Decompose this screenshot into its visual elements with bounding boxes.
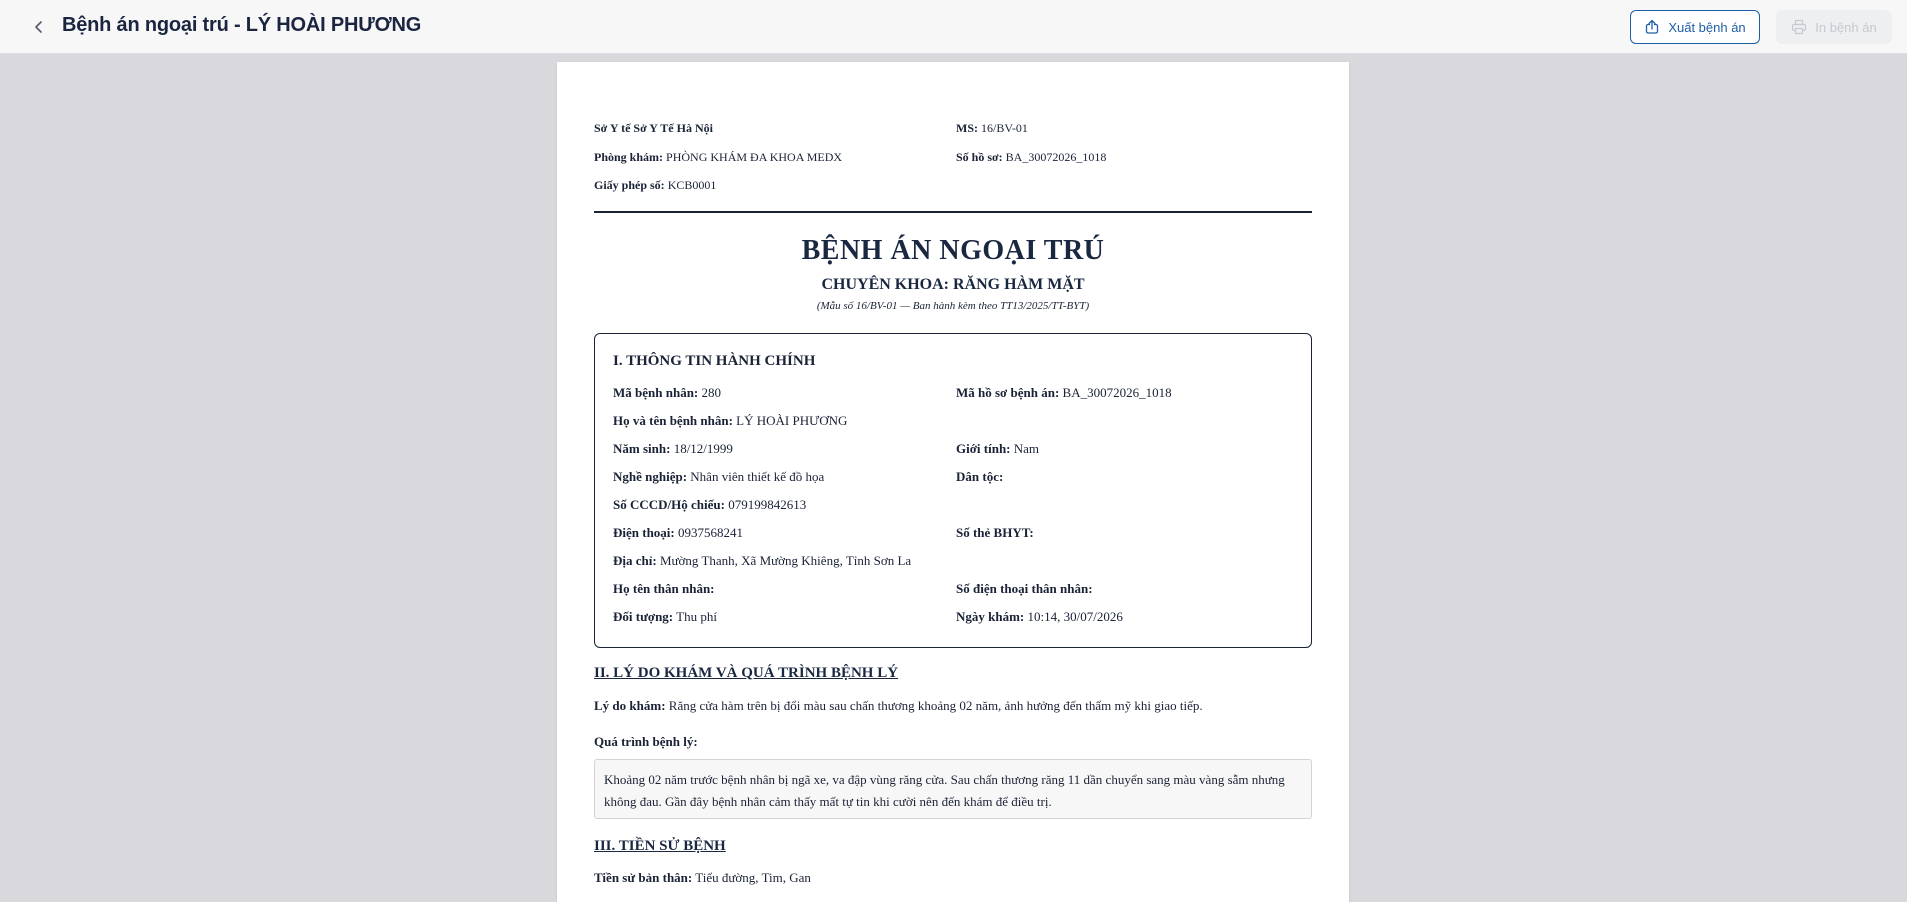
disease-progress-label: Quá trình bệnh lý:: [594, 734, 698, 749]
record-id: Mã hồ sơ bệnh án: BA_30072026_1018: [956, 385, 1172, 400]
health-department: Sở Y tế Sở Y Tế Hà Nội: [594, 121, 713, 135]
relative-phone: Số điện thoại thân nhân:: [956, 581, 1093, 596]
relative-name: Họ tên thân nhân:: [613, 581, 715, 596]
gender: Giới tính: Nam: [956, 441, 1040, 456]
form-note: (Mẫu số 16/BV-01 — Ban hành kèm theo TT13/2025/TT-BYT): [816, 300, 1090, 312]
patient-category: Đối tượng: Thu phí: [613, 609, 717, 624]
visit-reason: Lý do khám: Răng cửa hàm trên bị đổi màu sau chấn thương khoảng 02 năm, ảnh hưởng đến thẩm mỹ khi giao tiếp.: [594, 698, 1203, 713]
print-record-label: In bệnh án: [1815, 19, 1877, 35]
clinic-name: Phòng khám: PHÒNG KHÁM ĐA KHOA MEDX: [594, 150, 843, 164]
patient-name: Họ và tên bệnh nhân: LÝ HOÀI PHƯƠNG: [613, 413, 848, 428]
header-divider: [594, 211, 1312, 213]
export-record-button[interactable]: [1630, 10, 1760, 44]
id-card-number: Số CCCD/Hộ chiếu: 079199842613: [613, 497, 807, 512]
reason-section-title: II. LÝ DO KHÁM VÀ QUÁ TRÌNH BỆNH LÝ: [594, 665, 899, 681]
disease-progress-text: Khoảng 02 năm trước bệnh nhân bị ngã xe, va đập vùng răng cửa. Sau chấn thương răng 11 dần chuyển sang màu vàng sẫm nhưng không đau. Gần đây bệnh nhân cảm thấy mất tự tin khi cười nên đến khám để điều trị.: [594, 759, 1312, 819]
personal-history: Tiền sử bản thân: Tiểu đường, Tim, Gan: [594, 870, 811, 885]
upload-icon: [1644, 19, 1660, 35]
top-bar: [0, 0, 1907, 54]
address: Địa chỉ: Mường Thanh, Xã Mường Khiêng, Tỉnh Sơn La: [613, 553, 912, 568]
chevron-left-icon: [33, 20, 45, 34]
medical-history-section-title: III. TIỀN SỬ BỆNH: [594, 838, 726, 854]
administrative-info-section: [594, 333, 1312, 648]
printer-icon: [1791, 19, 1807, 35]
specialty-title: CHUYÊN KHOA: RĂNG HÀM MẶT: [821, 276, 1085, 293]
record-number: Số hồ sơ: BA_30072026_1018: [956, 150, 1107, 164]
ethnicity: Dân tộc:: [956, 469, 1004, 484]
phone-number: Điện thoại: 0937568241: [613, 525, 743, 540]
export-record-label: Xuất bệnh án: [1668, 19, 1746, 35]
insurance-card-number: Số thẻ BHYT:: [956, 525, 1034, 540]
occupation: Nghề nghiệp: Nhân viên thiết kế đồ họa: [613, 469, 825, 484]
page-title: Bệnh án ngoại trú - LÝ HOÀI PHƯƠNG: [62, 14, 422, 36]
license-number: Giấy phép số: KCB0001: [594, 178, 717, 192]
back-button[interactable]: [28, 16, 50, 38]
medical-record-paper: [557, 62, 1349, 902]
visit-date: Ngày khám: 10:14, 30/07/2026: [956, 609, 1123, 624]
print-record-button[interactable]: [1776, 10, 1892, 44]
patient-id: Mã bệnh nhân: 280: [613, 385, 721, 400]
form-code: MS: 16/BV-01: [956, 121, 1028, 135]
section-title: I. THÔNG TIN HÀNH CHÍNH: [613, 353, 816, 369]
document-title: BỆNH ÁN NGOẠI TRÚ: [801, 235, 1105, 266]
birth-date: Năm sinh: 18/12/1999: [613, 441, 733, 456]
